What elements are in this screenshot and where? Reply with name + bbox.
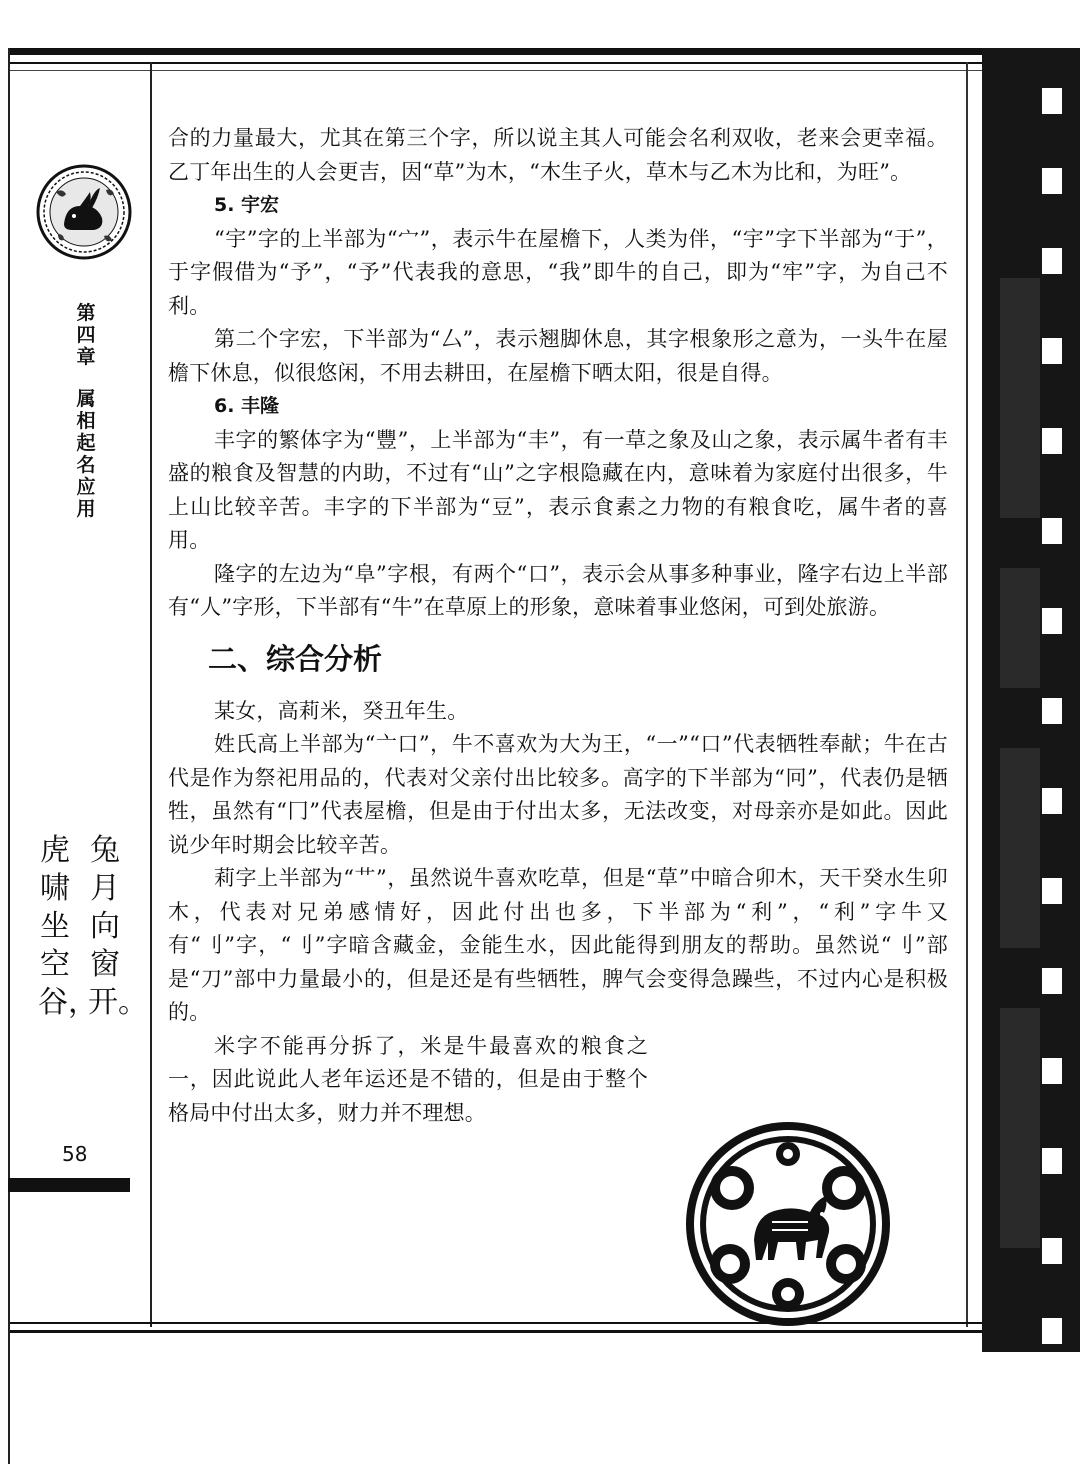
- subheading-6: 6. 丰隆: [214, 395, 280, 417]
- paragraph-2: “宇”字的上半部为“宀”，表示牛在屋檐下，人类为伴，“宇”字下半部为“于”，于字假借为“予”，“予”代表我的意思，“我”即牛的自己，即为“牢”字，为自己不利。: [168, 226, 948, 318]
- paragraph-6: 某女，高莉米，癸丑年生。: [214, 698, 469, 723]
- top-rule-thick: [10, 48, 982, 55]
- bottom-rule-thick: [10, 1330, 982, 1333]
- paragraph-1: 合的力量最大，尤其在第三个字，所以说主其人可能会名利双收，老来会更幸福。乙丁年出生的人会更吉，因“草”为木，“木生子火，草木与乙木为比和，为旺”。: [168, 126, 948, 184]
- rabbit-papercut-icon: [34, 162, 134, 262]
- ox-papercut-icon: [676, 1118, 900, 1330]
- paragraph-5: 隆字的左边为“阜”字根，有两个“口”，表示会从事多种事业，隆字右边上半部有“人”字形，下半部有“牛”在草原上的形象，意味着事业悠闲，可到处旅游。: [168, 561, 948, 619]
- page-number: 58: [62, 1142, 88, 1166]
- top-rule-hairline: [10, 70, 982, 71]
- page-left-edge: [8, 48, 10, 1464]
- paragraph-9: 米字不能再分拆了，米是牛最喜欢的粮食之一，因此说此人老年运还是不错的，但是由于整个格局中付出太多，财力并不理想。: [168, 1033, 648, 1125]
- main-content: [168, 122, 948, 1130]
- frame-right-rule: [966, 62, 968, 1327]
- margin-divider: [150, 62, 152, 1327]
- chapter-title: 属相起名应用: [76, 388, 96, 520]
- top-rule-thin: [10, 62, 982, 64]
- paragraph-3: 第二个字宏，下半部为“厶”，表示翘脚休息，其字根象形之意为，一头牛在屋檐下休息，似很悠闲，不用去耕田，在屋檐下晒太阳，很是自得。: [168, 327, 948, 385]
- section-title: 二、综合分析: [208, 641, 383, 676]
- subheading-5: 5. 宇宏: [214, 194, 280, 216]
- film-strip-decoration: [982, 48, 1080, 1352]
- paragraph-7: 姓氏高上半部为“亠口”，牛不喜欢为大为王，“一”“口”代表牺牲奉献；牛在古代是作为祭祀用品的，代表对父亲付出比较多。高字的下半部为“冋”，代表仍是牺牲，虽然有“冂”代表屋檐，但是由于付出太多，无法改变，对母亲亦是如此。因此说少年时期会比较辛苦。: [168, 732, 948, 857]
- page-number-bar: [8, 1178, 130, 1192]
- paragraph-8: 莉字上半部为“艹”，虽然说牛喜欢吃草，但是“草”中暗合卯木，天干癸水生卯木，代表对兄弟感情好，因此付出也多，下半部为“利”，“利”字牛又有“刂”字，“刂”字暗含藏金，金能生水，因此能得到朋友的帮助。虽然说“刂”部是“刀”部中力量最小的，但是还是有些牺牲，脾气会变得急躁些，不过内心是积极的。: [168, 866, 948, 1024]
- poem-line-1: 兔月向窗开。: [88, 833, 148, 1020]
- paragraph-4: 丰字的繁体字为“豐”，上半部为“丰”，有一草之象及山之象，表示属牛者有丰盛的粮食及智慧的内助，不过有“山”之字根隐藏在内，意味着为家庭付出很多，牛上山比较辛苦。丰字的下半部为“豆”，表示食素之力物的有粮食吃，属牛者的喜用。: [168, 427, 948, 552]
- poem-line-2: 虎啸坐空谷，: [38, 833, 98, 1020]
- chapter-label: [74, 302, 98, 520]
- chapter-number: 第四章: [76, 302, 96, 368]
